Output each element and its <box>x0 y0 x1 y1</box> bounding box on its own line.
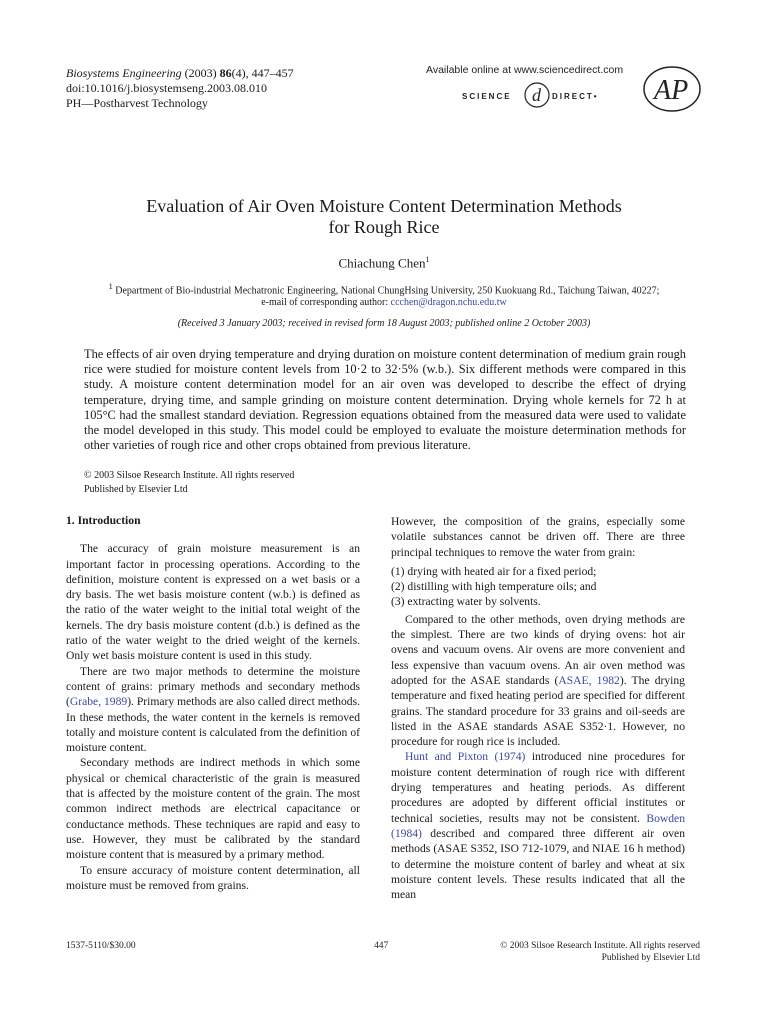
list-item: (2) distilling with high temperature oils; and <box>391 580 597 594</box>
paragraph: To ensure accuracy of moisture content determination, all moisture must be removed from grains. <box>66 863 360 892</box>
affiliation-superscript: 1 <box>108 282 113 291</box>
author-name <box>60 255 708 271</box>
author-superscript: 1 <box>425 255 430 264</box>
published-line: Published by Elsevier Ltd <box>84 484 188 495</box>
journal-citation <box>66 66 294 81</box>
footer-copyright <box>440 940 700 964</box>
journal-year: (2003) <box>184 66 217 80</box>
sd-at-letter: d <box>532 85 541 105</box>
sd-left-text: SCIENCE <box>462 92 512 101</box>
paragraph: Hunt and Pixton (1974) introduced nine procedures for moisture content determination of rough rice with different drying temperatures and heating periods. As different procedures are adopted by different official institutes or technical societies, results may not be consistent. Bowden (1984) described and compared three different air oven methods (ASAE S352, ISO 712-1079, and NIAE 16 h method) to determine the moisture content of barley and wheat at six moisture content levels. These results indicated that all the mean <box>391 750 685 902</box>
citation-link[interactable]: ASAE, 1982 <box>558 673 620 687</box>
affiliation <box>70 281 698 309</box>
paper-title <box>60 196 708 238</box>
author-text: Chiachung Chen <box>338 255 426 271</box>
citation-link[interactable]: Grabe, 1989 <box>69 695 128 709</box>
affiliation-text: Department of Bio-industrial Mechatronic Engineering, National ChungHsing University, 250 Kuokuang Rd., Taichung Taiwan, 40227; <box>115 285 660 297</box>
paragraph: However, the composition of the grains, especially some volatile substances cannot be driven off. There are three principal techniques to remove the water from grain: <box>391 515 685 559</box>
footer-publisher-line: Published by Elsevier Ltd <box>601 953 700 963</box>
paragraph: The accuracy of grain moisture measurement is an important factor in processing operations. According to the definition, moisture content is expressed on a wet basis or a dry basis. The wet basis moisture content (w.b.) is defined as the ratio of the water weight to the initial total weight of the kernels. The dry basis moisture content (d.b.) is defined as the ratio of the water weight to the dried weight of the kernels. Only wet basis moisture content is used in this study. <box>66 542 360 663</box>
received-dates: (Received 3 January 2003; received in revised form 18 August 2003; published online 2 October 2003) <box>177 318 591 329</box>
section-heading: 1. Introduction <box>66 514 141 527</box>
email-label: e-mail of corresponding author: <box>261 297 389 309</box>
journal-volume: 86 <box>219 66 232 80</box>
ap-logo-text: AP <box>654 75 689 106</box>
left-column <box>66 513 360 893</box>
copyright-line: © 2003 Silsoe Research Institute. All rights reserved <box>84 470 295 481</box>
paper-title-line2: for Rough Rice <box>328 217 440 237</box>
list-item: (3) extracting water by solvents. <box>391 595 541 609</box>
paragraph: Secondary methods are indirect methods in which some physical or chemical characteristic of the grain is measured that is affected by the moisture content of the grain. The most common indirect methods are electrical capacitance or conductance methods. These techniques are rapid and easy to use. However, they must be calibrated by the standard moisture content that is measured by a primary method. <box>66 756 360 862</box>
paragraph: There are two major methods to determine the moisture content of grains: primary methods and secondary methods (Grabe, 1989). Primary methods are also called direct methods. In these methods, the water content in the kernels is removed totally and moisture content is calculated from the definition of moisture content. <box>66 664 360 755</box>
paragraph: Compared to the other methods, oven drying methods are the simplest. There are two kinds of drying ovens: hot air ovens and vacuum ovens. Air ovens are more convenient and less expensive than vacuum ovens. An air oven method was adopted for the ASAE standards (ASAE, 1982). The drying temperature and fixed heating period are specified for different grains. The standard procedure for 33 grains and oil-seeds are listed in the ASAE standards ASAE S352·1. However, no procedure for rough rice is included. <box>391 612 685 749</box>
academic-press-logo <box>640 64 704 119</box>
footer-issn: 1537-5110/$30.00 <box>66 941 136 951</box>
sd-right-text: DIRECT• <box>552 92 599 101</box>
technique-list <box>391 564 685 610</box>
right-column <box>391 514 685 902</box>
page-number: 447 <box>374 941 389 951</box>
abstract: The effects of air oven drying temperature and drying duration on moisture content determination of medium grain rough rice were studied for moisture content levels from 10·2 to 32·5% (w.b.). Six different methods were compared in this study. A moisture content determination model for an air oven was developed to describe the effect of drying temperature, drying time, and sample grinding on moisture content determination. Drying whole kernels for 72 h at 105°C had the smallest standard deviation. Regression equations obtained from the measured data were used to validate the model developed in this study. This model could be employed to evaluate the moisture determination methods for other varieties of rough rice and other crops obtained from previous literature. <box>84 347 686 453</box>
doi: doi:10.1016/j.biosystemseng.2003.08.010 <box>66 81 267 95</box>
sciencedirect-logo <box>462 80 612 115</box>
email-link[interactable]: ccchen@dragon.nchu.edu.tw <box>390 297 507 309</box>
list-item: (1) drying with heated air for a fixed period; <box>391 564 597 578</box>
journal-section: PH—Postharvest Technology <box>66 96 208 110</box>
citation-link[interactable]: Bowden (1984) <box>391 811 685 840</box>
journal-issue-pages: (4), 447–457 <box>231 66 294 80</box>
journal-name: Biosystems Engineering <box>66 66 182 80</box>
paper-title-line1: Evaluation of Air Oven Moisture Content Determination Methods <box>146 196 622 216</box>
footer-copyright-line: © 2003 Silsoe Research Institute. All rights reserved <box>500 941 700 951</box>
abstract-copyright <box>84 469 294 497</box>
citation-link[interactable]: Hunt and Pixton (1974) <box>405 750 526 764</box>
available-online-text: Available online at www.sciencedirect.com <box>426 64 624 76</box>
